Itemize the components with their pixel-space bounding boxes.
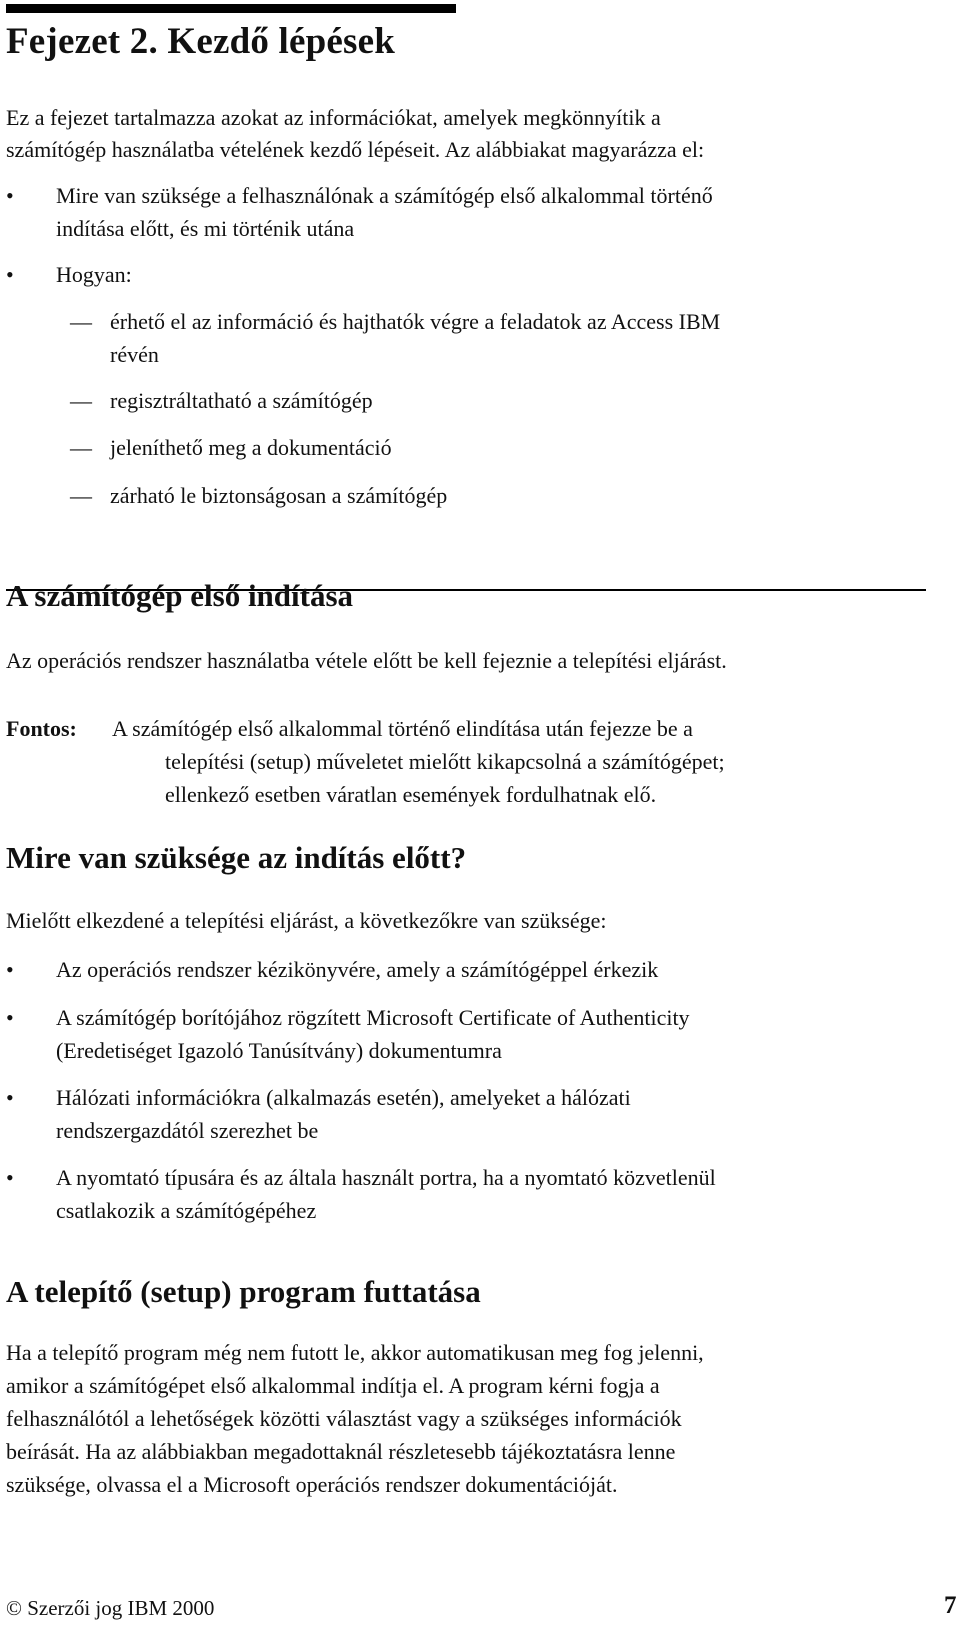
dash-mark: — xyxy=(70,435,92,460)
note-label: Fontos: xyxy=(6,716,77,741)
bullet-text: Hogyan: xyxy=(56,262,132,287)
dash-mark: — xyxy=(70,388,92,413)
chapter-title: Fejezet 2. Kezdő lépések xyxy=(6,21,396,62)
bullet-text: Mire van szüksége a felhasználónak a számítógép első alkalommal történő xyxy=(56,183,713,208)
intro-line-2: számítógép használatba vételének kezdő lépéseit. Az alábbiakat magyarázza el: xyxy=(6,137,705,162)
bullet-mark: • xyxy=(6,1085,14,1110)
section-title-first-start: A számítógép első indítása xyxy=(6,578,354,613)
how-item-text: regisztráltatható a számítógép xyxy=(110,388,373,413)
bullet-text: Az operációs rendszer kézikönyvére, amely a számítógéppel érkezik xyxy=(56,957,659,982)
bullet-mark: • xyxy=(6,262,14,287)
bullet-text: rendszergazdától szerezhet be xyxy=(56,1118,319,1143)
setup-text-line: Ha a telepítő program még nem futott le, akkor automatikusan meg fog jelenni, xyxy=(6,1340,704,1365)
note-line-2: telepítési (setup) műveletet mielőtt kikapcsolná a számítógépet; xyxy=(165,749,725,774)
note-line-3: ellenkező esetben váratlan események fordulhatnak elő. xyxy=(165,782,657,807)
how-item-text: révén xyxy=(110,342,159,367)
dash-mark: — xyxy=(70,483,92,508)
bullet-text: csatlakozik a számítógépéhez xyxy=(56,1198,317,1223)
how-item-text: érhető el az információ és hajthatók végre a feladatok az Access IBM xyxy=(110,309,721,334)
note-line-1: A számítógép első alkalommal történő elindítása után fejezze be a xyxy=(112,716,693,741)
how-item-text: jeleníthető meg a dokumentáció xyxy=(110,435,392,460)
bullet-text: Hálózati információkra (alkalmazás esetén), amelyeket a hálózati xyxy=(56,1085,631,1110)
bullet-mark: • xyxy=(6,957,14,982)
bullet-text: indítása előtt, és mi történik utána xyxy=(56,216,355,241)
intro-line-1: Ez a fejezet tartalmazza azokat az információkat, amelyek megkönnyítik a xyxy=(6,105,661,130)
section-title-setup: A telepítő (setup) program futtatása xyxy=(6,1274,481,1309)
setup-text-line: felhasználótól a lehetőségek közötti választást vagy a szükséges információk xyxy=(6,1406,682,1431)
section-first-start-text: Az operációs rendszer használatba vétele előtt be kell fejeznie a telepítési eljárást. xyxy=(6,648,727,673)
bullet-text: A nyomtató típusára és az általa használt portra, ha a nyomtató közvetlenül xyxy=(56,1165,716,1190)
section-before-start-text: Mielőtt elkezdené a telepítési eljárást, a következőkre van szüksége: xyxy=(6,908,607,933)
page-number: 7 xyxy=(944,1592,957,1619)
bullet-mark: • xyxy=(6,183,14,208)
setup-text-line: amikor a számítógépet első alkalommal indítja el. A program kérni fogja a xyxy=(6,1373,660,1398)
section-title-before-start: Mire van szüksége az indítás előtt? xyxy=(6,840,467,875)
bullet-text: A számítógép borítójához rögzített Microsoft Certificate of Authenticity xyxy=(56,1005,690,1030)
bullet-mark: • xyxy=(6,1005,14,1030)
bullet-mark: • xyxy=(6,1165,14,1190)
chapter-rule xyxy=(6,4,456,13)
copyright: © Szerzői jog IBM 2000 xyxy=(6,1596,215,1620)
bullet-text: (Eredetiséget Igazoló Tanúsítvány) dokumentumra xyxy=(56,1038,502,1063)
how-item-text: zárható le biztonságosan a számítógép xyxy=(110,483,448,508)
setup-text-line: beírását. Ha az alábbiakban megadottaknál részletesebb tájékoztatásra lenne xyxy=(6,1439,676,1464)
setup-text-line: szüksége, olvassa el a Microsoft operációs rendszer dokumentációját. xyxy=(6,1472,618,1497)
dash-mark: — xyxy=(70,309,92,334)
